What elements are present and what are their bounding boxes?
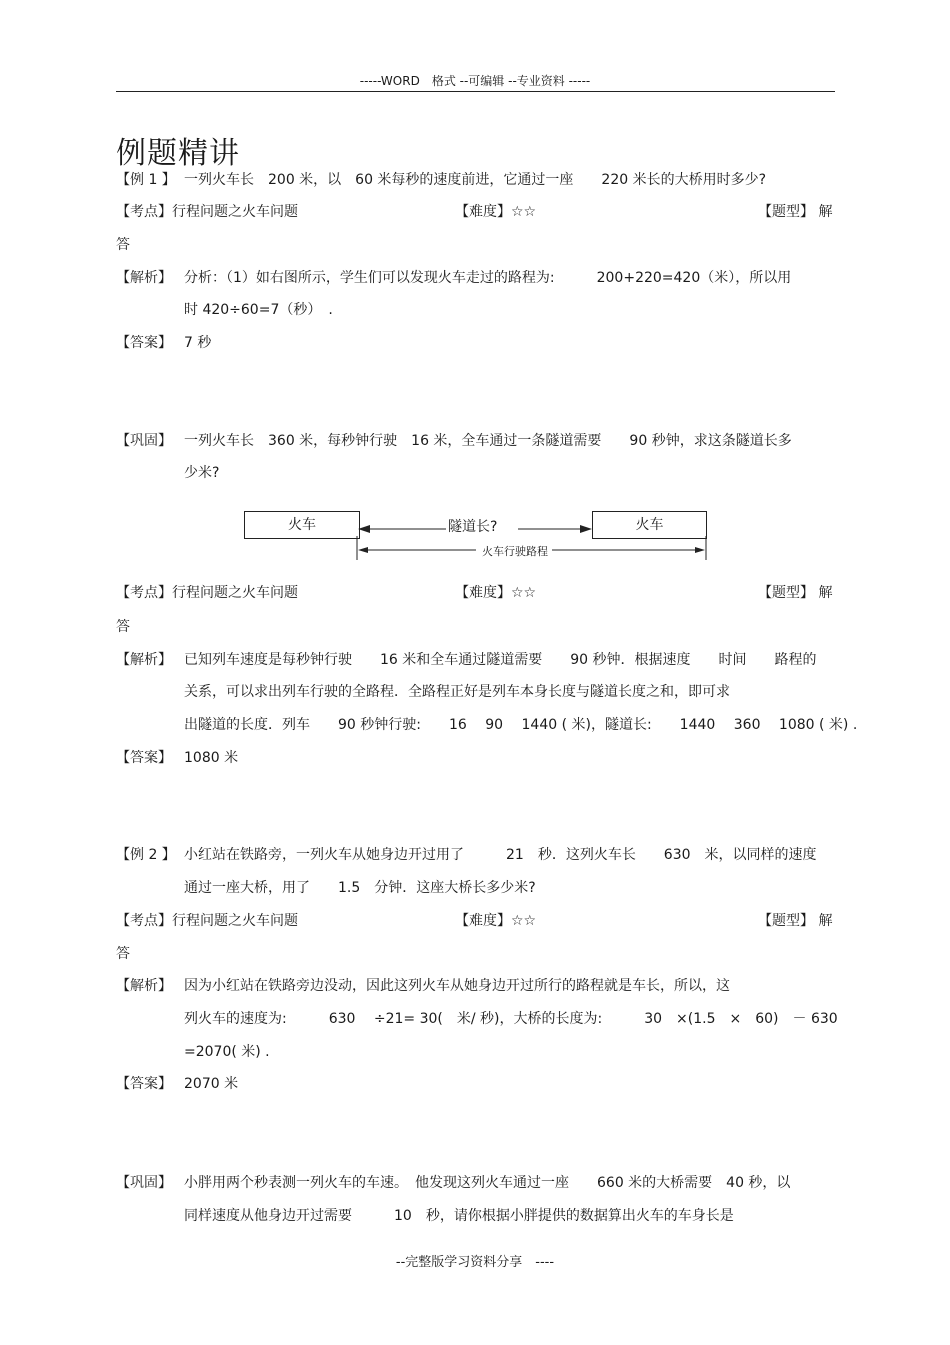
ex2-q1: 小红站在铁路旁，一列火车从她身边开过用了 21 秒．这列火车长 630 米，以同样的速度 <box>184 847 817 863</box>
route-label: 火车行驶路程 <box>482 545 548 558</box>
gg1-daan-label: 【答案】 <box>116 750 172 766</box>
gg1-tixing: 【题型】 解 <box>758 585 833 601</box>
gg1-meta-line <box>0 583 950 603</box>
ex2-nandu: 【难度】☆☆ <box>455 913 537 929</box>
ex2-meta-line <box>0 911 950 931</box>
ex1-jiexi-1: 分析：（1）如右图所示，学生们可以发现火车走过的路程为: 200+220=420（米），所以用 <box>184 270 792 286</box>
gg1-jiexi-1: 已知列车速度是每秒钟行驶 16 米和全车通过隧道需要 90 秒钟．根据速度 时间 路程的 <box>184 652 817 668</box>
ex2-label: 【例 2 】 <box>116 847 176 863</box>
gg1-nandu: 【难度】☆☆ <box>455 585 537 601</box>
gg1-daan-line <box>0 748 950 768</box>
ex2-tixing-cont: 答 <box>116 946 130 962</box>
tunnel-length-label: 隧道长? <box>448 519 498 535</box>
ex1-daan: 7 秒 <box>184 335 212 351</box>
gg1-q1: 一列火车长 360 米，每秒钟行驶 16 米，全车通过一条隧道需要 90 秒钟，求这条隧道长多 <box>184 433 792 449</box>
ex2-jiexi-1: 因为小红站在铁路旁边没动，因此这列火车从她身边开过所行的路程就是车长，所以，这 <box>184 978 730 994</box>
ex2-daan-line <box>0 1074 950 1094</box>
gg1-jiexi-2: 关系，可以求出列车行驶的全路程．全路程正好是列车本身长度与隧道长度之和，即可求 <box>184 684 730 700</box>
ex1-jiexi-label: 【解析】 <box>116 270 172 286</box>
gg1-daan: 1080 米 <box>184 750 239 766</box>
gg1-tixing-cont: 答 <box>116 619 130 635</box>
gg2-q1: 小胖用两个秒表测一列火车的车速。 他发现这列火车通过一座 660 米的大桥需要 40 秒，以 <box>184 1175 791 1191</box>
ex2-kaodian: 【考点】行程问题之火车问题 <box>116 913 298 929</box>
ex1-kaodian: 【考点】行程问题之火车问题 <box>116 204 298 220</box>
page-header: -----WORD 格式 --可编辑 --专业资料 ----- <box>359 74 591 88</box>
gg2-question-line <box>0 1173 950 1193</box>
gg1-jiexi-line <box>0 650 950 670</box>
gg1-kaodian: 【考点】行程问题之火车问题 <box>116 585 298 601</box>
gg1-jiexi-3: 出隧道的长度．列车 90 秒钟行驶: 16 90 1440 ( 米)，隧道长: 1440 360 1080 ( 米) . <box>184 717 858 733</box>
ex1-daan-label: 【答案】 <box>116 335 172 351</box>
gg1-question-line <box>0 431 950 451</box>
section-title: 例题精讲 <box>116 136 240 171</box>
ex1-question-line <box>0 170 950 190</box>
ex1-jiexi-2: 时 420÷60=7（秒） . <box>184 302 333 318</box>
ex1-label: 【例 1 】 <box>116 172 176 188</box>
ex1-nandu: 【难度】☆☆ <box>455 204 537 220</box>
page-footer: --完整版学习资料分享 ---- <box>395 1255 555 1270</box>
ex2-jiexi-2: 列火车的速度为: 630 ÷21= 30( 米/ 秒)，大桥的长度为: 30 ×(1.5 × 60) － 630 <box>184 1011 838 1027</box>
ex2-q2: 通过一座大桥，用了 1.5 分钟．这座大桥长多少米? <box>184 880 536 896</box>
ex1-tixing-cont: 答 <box>116 237 130 253</box>
ex2-tixing: 【题型】 解 <box>758 913 833 929</box>
gg2-label: 【巩固】 <box>116 1175 172 1191</box>
gg2-q2: 同样速度从他身边开过需要 10 秒，请你根据小胖提供的数据算出火车的车身长是 <box>184 1208 734 1224</box>
ex2-jiexi-line <box>0 976 950 996</box>
ex2-jiexi-label: 【解析】 <box>116 978 172 994</box>
ex1-question: 一列火车长 200 米，以 60 米每秒的速度前进，它通过一座 220 米长的大桥用时多少? <box>184 172 767 188</box>
ex1-daan-line <box>0 333 950 353</box>
gg1-label: 【巩固】 <box>116 433 172 449</box>
train-box-right: 火车 <box>592 511 707 539</box>
ex2-daan-label: 【答案】 <box>116 1076 172 1092</box>
ex1-jiexi-line <box>0 268 950 288</box>
ex2-daan: 2070 米 <box>184 1076 239 1092</box>
ex2-jiexi-3: =2070( 米) . <box>184 1044 270 1060</box>
gg1-q2: 少米? <box>184 465 220 481</box>
header-rule <box>116 91 835 92</box>
ex1-meta-line <box>0 202 950 222</box>
gg1-jiexi-label: 【解析】 <box>116 652 172 668</box>
ex1-tixing: 【题型】 解 <box>758 204 833 220</box>
train-box-left: 火车 <box>244 511 360 539</box>
ex2-question-line <box>0 845 950 865</box>
